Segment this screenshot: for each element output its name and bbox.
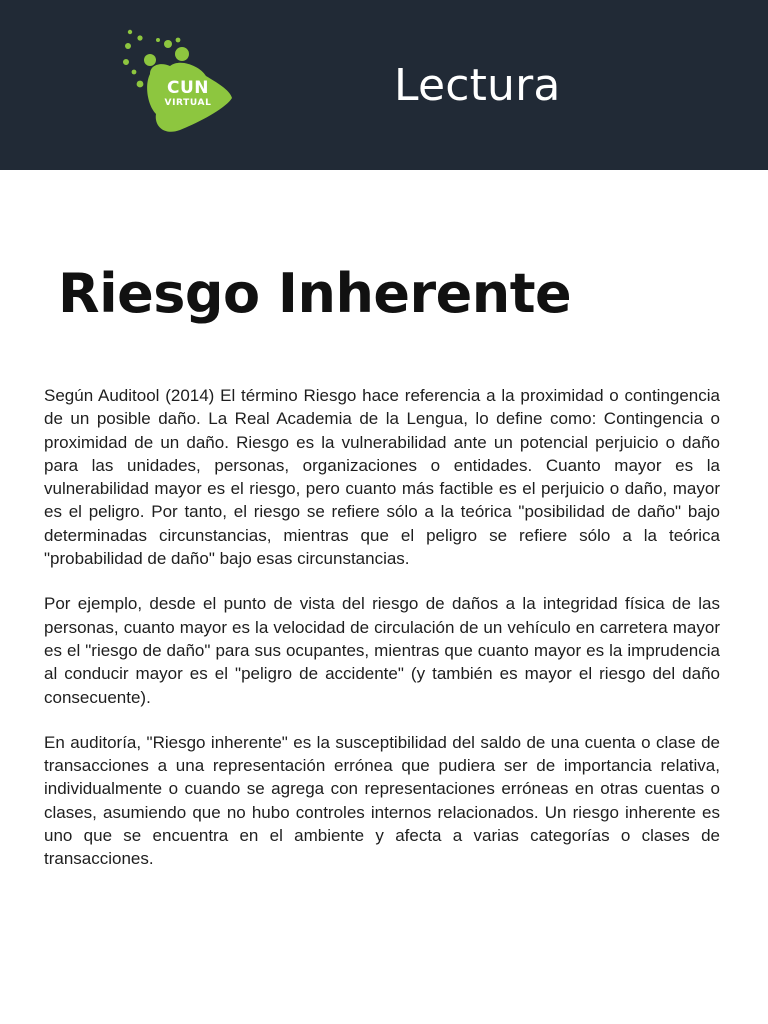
paragraph-3: En auditoría, "Riesgo inherente" es la susceptibilidad del saldo de una cuenta o clase de transacciones a una representación errónea que pudiera ser de importancia relativa, individualmente o cuando se agrega con representaciones erróneas en otras cuentas o clases, asumiendo que no hubo controles internos relacionados. Un riesgo inherente es uno que se encuentra en el ambiente y afecta a varias categorías o clases de transacciones. <box>44 732 720 869</box>
header-bar <box>0 0 768 170</box>
paragraph-2: Por ejemplo, desde el punto de vista del riesgo de daños a la integridad física de las personas, cuanto mayor es la velocidad de circulación de un vehículo en carretera mayor es el "riesgo de daño" para sus ocupantes, mientras que cuanto mayor es la imprudencia al conducir mayor es el "peligro de accidente" (y también es mayor el riesgo del daño consecuente). <box>44 594 720 707</box>
reading-content <box>44 384 720 893</box>
paragraph-1: Según Auditool (2014) El término Riesgo hace referencia a la proximidad o contingencia de un posible daño. La Real Academia de la Lengua, lo define como: Contingencia o proximidad de un daño. Riesgo es la vulnerabilidad ante un potencial perjuicio o daño para las unidades, personas, organizaciones o entidades. Cuanto mayor es la vulnerabilidad mayor es el riesgo, pero cuanto más factible es el perjuicio o daño, mayor es el peligro. Por tanto, el riesgo se refiere sólo a la teórica "posibilidad de daño" bajo determinadas circunstancias, mientras que el peligro se refiere sólo a la teórica "probabilidad de daño" bajo esas circunstancias. <box>44 386 720 569</box>
cun-virtual-logo <box>120 26 240 138</box>
logo-text <box>158 80 218 108</box>
page-title: Riesgo Inherente <box>58 262 572 325</box>
logo-line-cun: CUN <box>166 78 209 98</box>
header-title: Lectura <box>394 60 561 111</box>
logo-line-virtual: VIRTUAL <box>164 98 212 108</box>
